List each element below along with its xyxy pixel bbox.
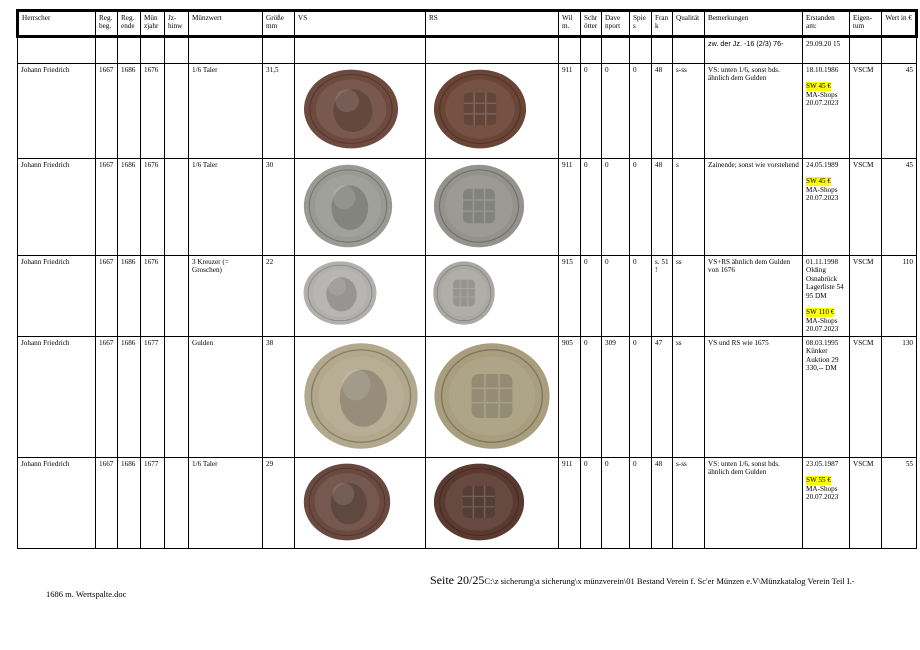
wert-cell: 130	[882, 337, 917, 458]
vs-image-cell	[295, 159, 426, 256]
shop-reference: MA-Shops 20.07.2023	[806, 484, 839, 502]
purchase-date: 23.05.1987	[806, 460, 839, 468]
header-row	[18, 11, 917, 37]
wilm-cell: 911	[559, 458, 581, 549]
wilm-cell: 905	[559, 337, 581, 458]
reg-beg-cell: 1667	[96, 64, 118, 159]
col-header-erstanden: Erstanden am:	[803, 11, 850, 37]
vs-coin-image	[302, 163, 394, 249]
page-number: Seite 20/25	[430, 573, 485, 587]
bemerkungen-cell: VS: unten 1/6, sonst bds. ähnlich dem Gulden	[705, 458, 803, 549]
erstanden-cell	[803, 159, 850, 256]
rs-coin-image	[432, 462, 526, 542]
groesse-cell: 22	[263, 256, 295, 337]
col-header-rs: RS	[426, 11, 559, 37]
reg-ende-cell: 1686	[118, 64, 141, 159]
spies-cell: 0	[630, 337, 652, 458]
schroetter-cell: 0	[581, 64, 602, 159]
muenzjahr-cell: 1676	[141, 256, 165, 337]
col-header-qualitaet: Qualität	[673, 11, 705, 37]
col-header-schroetter: Schr ötter	[581, 11, 602, 37]
frank-cell: 47	[652, 337, 673, 458]
wert-cell: 55	[882, 458, 917, 549]
muenzjahr-cell: 1677	[141, 458, 165, 549]
qualitaet-cell: ss	[673, 337, 705, 458]
vs-image-cell	[295, 256, 426, 337]
reg-ende-cell: 1686	[118, 337, 141, 458]
page-footer	[430, 573, 855, 588]
file-path-continued: 1686 m. Wertspalte.doc	[46, 589, 127, 599]
eigentum-cell: VSCM	[850, 159, 882, 256]
wilm-cell: 915	[559, 256, 581, 337]
col-header-reg-beg: Reg. beg.	[96, 11, 118, 37]
subrow-date: 29.09.20 15	[803, 37, 850, 64]
frank-cell: s. 51 !	[652, 256, 673, 337]
davenport-cell: 0	[602, 256, 630, 337]
groesse-cell: 31,5	[263, 64, 295, 159]
purchase-date: 08.03.1995	[806, 339, 839, 347]
davenport-cell: 0	[602, 159, 630, 256]
eigentum-cell: VSCM	[850, 256, 882, 337]
sw-value-badge: SW 55 €	[806, 476, 832, 485]
purchase-source: Olding Osnabrück Lagerliste 54 95 DM	[806, 266, 844, 300]
rs-coin-image	[432, 163, 526, 249]
davenport-cell: 0	[602, 458, 630, 549]
qualitaet-cell: s-ss	[673, 458, 705, 549]
reg-beg-cell: 1667	[96, 159, 118, 256]
herrscher-cell: Johann Friedrich	[18, 256, 96, 337]
muenzwert-cell: 1/6 Taler	[189, 64, 263, 159]
sw-value-badge: SW 45 €	[806, 177, 832, 186]
sw-value-badge: SW 45 €	[806, 82, 832, 91]
jz-hinw-cell	[165, 159, 189, 256]
jz-hinw-cell	[165, 64, 189, 159]
bemerkungen-cell: VS: unten 1/6, sonst bds. ähnlich dem Gulden	[705, 64, 803, 159]
bemerkungen-cell: VS und RS wie 1675	[705, 337, 803, 458]
table-row	[18, 256, 917, 337]
table-row	[18, 64, 917, 159]
reg-beg-cell: 1667	[96, 337, 118, 458]
purchase-date: 24.05.1989	[806, 161, 839, 169]
frank-cell: 48	[652, 159, 673, 256]
wilm-cell: 911	[559, 64, 581, 159]
eigentum-cell: VSCM	[850, 337, 882, 458]
davenport-cell: 309	[602, 337, 630, 458]
purchase-source: Künker Auktion 29 330,-- DM	[806, 347, 839, 373]
reg-beg-cell: 1667	[96, 458, 118, 549]
spies-cell: 0	[630, 64, 652, 159]
vs-coin-image	[302, 68, 400, 150]
erstanden-cell	[803, 64, 850, 159]
wert-cell: 45	[882, 159, 917, 256]
herrscher-cell: Johann Friedrich	[18, 64, 96, 159]
herrscher-cell: Johann Friedrich	[18, 159, 96, 256]
reg-ende-cell: 1686	[118, 159, 141, 256]
shop-reference: MA-Shops 20.07.2023	[806, 185, 839, 203]
vs-coin-image	[302, 341, 420, 451]
rs-image-cell	[426, 458, 559, 549]
muenzjahr-cell: 1676	[141, 159, 165, 256]
vs-image-cell	[295, 64, 426, 159]
sw-value-badge: SW 110 €	[806, 308, 835, 317]
rs-coin-image	[432, 260, 496, 326]
rs-coin-image	[432, 341, 552, 451]
col-header-frank: Fran k	[652, 11, 673, 37]
shop-reference: MA-Shops 20.07.2023	[806, 90, 839, 108]
table-row	[18, 159, 917, 256]
col-header-bemerkungen: Bemerkungen	[705, 11, 803, 37]
eigentum-cell: VSCM	[850, 64, 882, 159]
erstanden-cell	[803, 256, 850, 337]
col-header-muenzwert: Münzwert	[189, 11, 263, 37]
col-header-groesse: Größe mm	[263, 11, 295, 37]
col-header-reg-ende: Reg. ende	[118, 11, 141, 37]
eigentum-cell: VSCM	[850, 458, 882, 549]
erstanden-cell	[803, 337, 850, 458]
groesse-cell: 38	[263, 337, 295, 458]
year-note: zw. der Jz. -16 (2/3) 76-	[705, 37, 803, 64]
qualitaet-cell: ss	[673, 256, 705, 337]
spies-cell: 0	[630, 256, 652, 337]
muenzwert-cell: 1/6 Taler	[189, 159, 263, 256]
wert-cell: 110	[882, 256, 917, 337]
coin-catalog-table	[16, 9, 918, 549]
file-path: C:\z sicherung\a sicherung\x münzverein\01 Bestand Verein f. Sc'er Münzen e.V\Münzkatalog Verein Teil I.-	[484, 576, 855, 586]
rs-image-cell	[426, 159, 559, 256]
wilm-cell: 911	[559, 159, 581, 256]
col-header-herrscher: Herrscher	[18, 11, 96, 37]
table-row	[18, 337, 917, 458]
spies-cell: 0	[630, 458, 652, 549]
col-header-wert: Wert in €	[882, 11, 917, 37]
spies-cell: 0	[630, 159, 652, 256]
shop-reference: MA-Shops 20.07.2023	[806, 316, 839, 334]
rs-coin-image	[432, 68, 528, 150]
vs-coin-image	[302, 462, 392, 542]
jz-hinw-cell	[165, 256, 189, 337]
bemerkungen-cell: VS+RS ähnlich dem Gulden von 1676	[705, 256, 803, 337]
purchase-date: 01.11.1998	[806, 258, 839, 266]
vs-coin-image	[302, 260, 378, 326]
reg-ende-cell: 1686	[118, 458, 141, 549]
muenzjahr-cell: 1677	[141, 337, 165, 458]
col-header-spies: Spie s	[630, 11, 652, 37]
col-header-vs: VS	[295, 11, 426, 37]
muenzwert-cell: 1/6 Taler	[189, 458, 263, 549]
col-header-wilm: Wil m.	[559, 11, 581, 37]
groesse-cell: 30	[263, 159, 295, 256]
schroetter-cell: 0	[581, 159, 602, 256]
jz-hinw-cell	[165, 458, 189, 549]
qualitaet-cell: s	[673, 159, 705, 256]
reg-beg-cell: 1667	[96, 256, 118, 337]
vs-image-cell	[295, 458, 426, 549]
jz-hinw-cell	[165, 337, 189, 458]
muenzjahr-cell: 1676	[141, 64, 165, 159]
muenzwert-cell: Gulden	[189, 337, 263, 458]
col-header-jz-hinw: Jz-hinw	[165, 11, 189, 37]
schroetter-cell: 0	[581, 458, 602, 549]
schroetter-cell: 0	[581, 337, 602, 458]
erstanden-cell	[803, 458, 850, 549]
reg-ende-cell: 1686	[118, 256, 141, 337]
schroetter-cell: 0	[581, 256, 602, 337]
rs-image-cell	[426, 337, 559, 458]
muenzwert-cell: 3 Kreuzer (= Groschen)	[189, 256, 263, 337]
rs-image-cell	[426, 256, 559, 337]
frank-cell: 48	[652, 64, 673, 159]
col-header-eigentum: Eigen- tum	[850, 11, 882, 37]
col-header-muenzjahr: Mün zjahr	[141, 11, 165, 37]
bemerkungen-cell: Zainende; sonst wie vorstehend	[705, 159, 803, 256]
subheader-row	[18, 37, 917, 64]
vs-image-cell	[295, 337, 426, 458]
herrscher-cell: Johann Friedrich	[18, 458, 96, 549]
col-header-davenport: Dave nport	[602, 11, 630, 37]
wert-cell: 45	[882, 64, 917, 159]
frank-cell: 48	[652, 458, 673, 549]
purchase-date: 18.10.1986	[806, 66, 839, 74]
groesse-cell: 29	[263, 458, 295, 549]
qualitaet-cell: s-ss	[673, 64, 705, 159]
rs-image-cell	[426, 64, 559, 159]
davenport-cell: 0	[602, 64, 630, 159]
table-row	[18, 458, 917, 549]
herrscher-cell: Johann Friedrich	[18, 337, 96, 458]
